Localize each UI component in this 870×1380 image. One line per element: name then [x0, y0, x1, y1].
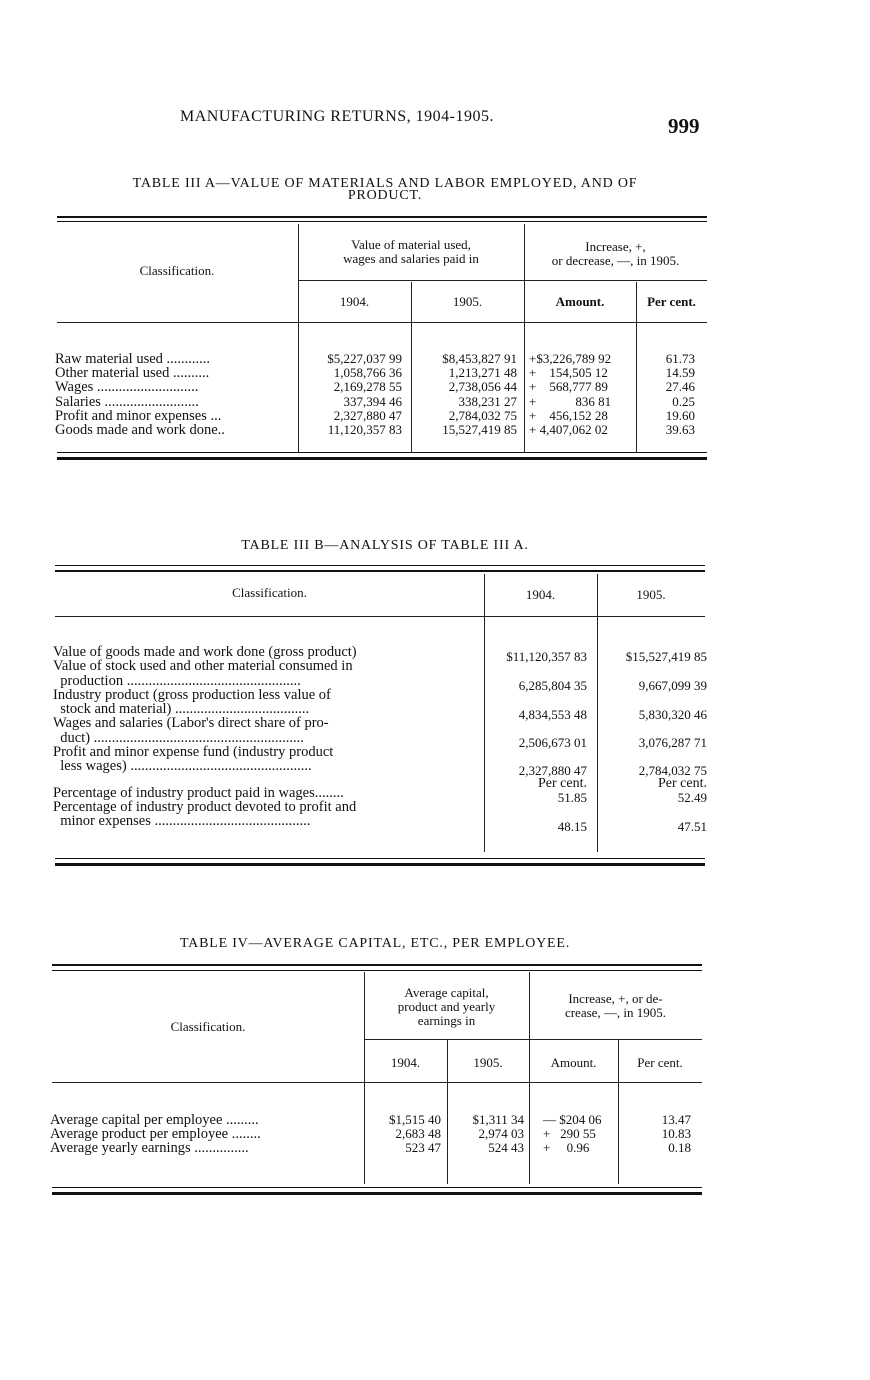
table-b-1905-row3: 3,076,287 71: [638, 735, 707, 750]
table-row: [55, 366, 707, 380]
table-b-1905-pct-wages: 52.49: [677, 790, 707, 805]
table-a-col-percent: Per cent.: [647, 294, 696, 309]
table-b-bottom-rule: [55, 858, 705, 859]
table-a-body: [55, 352, 707, 437]
table-row: [55, 423, 707, 437]
row-label: Average yearly earnings ...............: [50, 1140, 249, 1157]
row-1905: 524 43: [488, 1140, 524, 1156]
list-item: minor expenses ...........................................: [53, 813, 311, 830]
row-amount: — $204 06: [543, 1112, 602, 1127]
table-a-col-1904: 1904.: [339, 294, 370, 309]
row-label: Average product per employee ........: [50, 1126, 261, 1143]
table-row: [50, 1141, 702, 1155]
table-b-1905-row2: 5,830,320 46: [638, 707, 707, 722]
table-c-col-classification: Classification.: [170, 1019, 246, 1034]
table-a-bottom-rule2: [57, 457, 707, 460]
row-percent: 19.60: [665, 407, 695, 423]
row-amount: + 0.96: [543, 1140, 590, 1156]
table-b-col-1904: 1904.: [525, 587, 556, 602]
row-1905: 338,231 27: [458, 393, 517, 409]
row-1904: 2,169,278 55: [333, 379, 402, 395]
row-1905: $1,311 34: [472, 1112, 524, 1127]
row-label: Goods made and work done..: [55, 421, 225, 438]
list-item: production ................................................: [53, 672, 301, 689]
table-c-col-percent: Per cent.: [637, 1055, 683, 1070]
list-item: Value of goods made and work done (gross product): [53, 644, 357, 660]
row-1905: 2,738,056 44: [448, 379, 517, 395]
row-percent: 61.73: [665, 351, 695, 366]
table-b-labels: [53, 645, 483, 829]
table-row: [55, 380, 707, 394]
row-label: Wages ............................: [55, 379, 199, 396]
table-b-top-rule2: [55, 570, 705, 572]
table-b-col-classification: Classification.: [232, 585, 307, 600]
table-b-1904-percent-heading: Per cent.: [538, 776, 587, 791]
row-1904: $1,515 40: [389, 1112, 441, 1127]
row-label: Raw material used ............: [55, 351, 211, 367]
row-1905: 15,527,419 85: [442, 421, 517, 437]
row-label: Average capital per employee .........: [50, 1112, 259, 1128]
row-1904: $5,227,037 99: [327, 351, 402, 366]
table-c-top-rule2: [52, 970, 702, 971]
row-percent: 13.47: [661, 1112, 691, 1127]
row-label: Profit and minor expenses ...: [55, 407, 222, 424]
table-a-col-classification: Classification.: [139, 263, 215, 278]
row-amount: + 4,407,062 02: [529, 421, 608, 437]
table-b-1904-row4: 2,327,880 47: [518, 763, 587, 778]
row-1904: 2,683 48: [395, 1126, 441, 1142]
list-item: stock and material) .....................................: [53, 701, 310, 718]
row-1905: 1,213,271 48: [448, 365, 517, 381]
row-amount: + 456,152 28: [529, 407, 608, 423]
table-row: [55, 352, 707, 366]
row-percent: 10.83: [661, 1126, 691, 1142]
table-a-title-line2: PRODUCT.: [347, 188, 423, 203]
table-a-col-1905: 1905.: [452, 294, 483, 309]
table-b-1904-row1: 6,285,804 35: [518, 678, 587, 693]
row-1904: 11,120,357 83: [327, 421, 402, 437]
page-number: 999: [668, 114, 700, 138]
row-1905: $8,453,827 91: [442, 351, 517, 366]
table-b-1904-pct-profit: 48.15: [557, 819, 587, 834]
list-item: Industry product (gross production less value of: [53, 686, 331, 703]
row-percent: 39.63: [665, 421, 695, 437]
table-row: [55, 409, 707, 423]
list-item: Percentage of industry product paid in wages........: [53, 784, 344, 801]
table-row: [50, 1127, 702, 1141]
table-a-title: [40, 176, 730, 204]
table-b-1905-pct-profit: 47.51: [677, 819, 707, 834]
table-b-1904-row2: 4,834,553 48: [518, 707, 587, 722]
table-row: [55, 395, 707, 409]
row-percent: 0.18: [668, 1140, 691, 1156]
table-b-title: TABLE III B—ANALYSIS OF TABLE III A.: [241, 538, 529, 553]
row-amount: + 836 81: [529, 393, 612, 409]
table-b-col-1905: 1905.: [636, 587, 666, 602]
table-b-1905-percent-heading: Per cent.: [658, 776, 707, 791]
list-item: [53, 774, 483, 786]
table-b-1904-row3: 2,506,673 01: [518, 735, 587, 750]
table-b-1905-row4: 2,784,032 75: [638, 763, 707, 778]
row-label: Salaries ..........................: [55, 393, 199, 410]
row-amount: + 290 55: [543, 1126, 596, 1142]
table-row: [50, 1113, 702, 1127]
table-c-top-rule: [52, 964, 702, 966]
table-c-bottom-rule2: [52, 1192, 702, 1195]
table-b-bottom-rule2: [55, 863, 705, 866]
table-b-1904-pct-wages: 51.85: [557, 790, 587, 805]
table-a-col-amount: Amount.: [555, 294, 605, 309]
table-a-title-line1: TABLE III A—VALUE OF MATERIALS AND LABOR EMPLOYED, AND OF: [132, 176, 638, 191]
table-a-top-rule: [57, 216, 707, 218]
table-b-top-rule: [55, 565, 705, 566]
table-a-top-rule2: [57, 221, 707, 222]
list-item: Wages and salaries (Labor's direct share of pro-: [53, 715, 329, 732]
list-item: duct) ..........................................................: [53, 729, 304, 746]
table-c-col-1904: 1904.: [390, 1055, 421, 1070]
row-percent: 0.25: [672, 393, 695, 409]
table-c-col-1905: 1905.: [473, 1055, 503, 1070]
row-1904: 1,058,766 36: [333, 365, 402, 381]
row-1905: 2,974 03: [478, 1126, 524, 1142]
running-head: MANUFACTURING RETURNS, 1904-1905.: [180, 108, 494, 125]
row-1905: 2,784,032 75: [448, 407, 517, 423]
list-item: Value of stock used and other material consumed in: [53, 658, 353, 675]
table-c-body: [50, 1113, 702, 1156]
table-b-1905-row0: $15,527,419 85: [625, 649, 707, 664]
row-label: Other material used ..........: [55, 365, 210, 382]
row-amount: + 154,505 12: [529, 365, 608, 381]
list-item: Profit and minor expense fund (industry product: [53, 744, 334, 761]
table-c-title: TABLE IV—AVERAGE CAPITAL, ETC., PER EMPLOYEE.: [179, 936, 571, 951]
table-a-group1-header: Value of material used, wages and salaries paid in: [343, 237, 479, 266]
table-b-1905-row1: 9,667,099 39: [638, 678, 707, 693]
row-amount: +$3,226,789 92: [529, 351, 612, 366]
table-a-group2-header: Increase, +, or decrease, —, in 1905.: [551, 239, 680, 268]
row-percent: 27.46: [665, 379, 695, 395]
row-1904: 337,394 46: [343, 393, 402, 409]
table-a-bottom-rule: [57, 452, 707, 453]
row-1904: 523 47: [405, 1140, 441, 1156]
row-percent: 14.59: [665, 365, 695, 381]
row-amount: + 568,777 89: [529, 379, 608, 395]
table-c-group2-header: Increase, +, or de- crease, —, in 1905.: [564, 991, 667, 1020]
row-1904: 2,327,880 47: [333, 407, 402, 423]
list-item: Percentage of industry product devoted to profit and: [53, 798, 357, 815]
table-b-1904-row0: $11,120,357 83: [506, 649, 587, 664]
table-c-bottom-rule: [52, 1187, 702, 1188]
table-c-group1-header: Average capital, product and yearly earnings in: [397, 985, 496, 1028]
list-item: less wages) ..................................................: [53, 758, 312, 775]
table-c-col-amount: Amount.: [550, 1055, 597, 1070]
